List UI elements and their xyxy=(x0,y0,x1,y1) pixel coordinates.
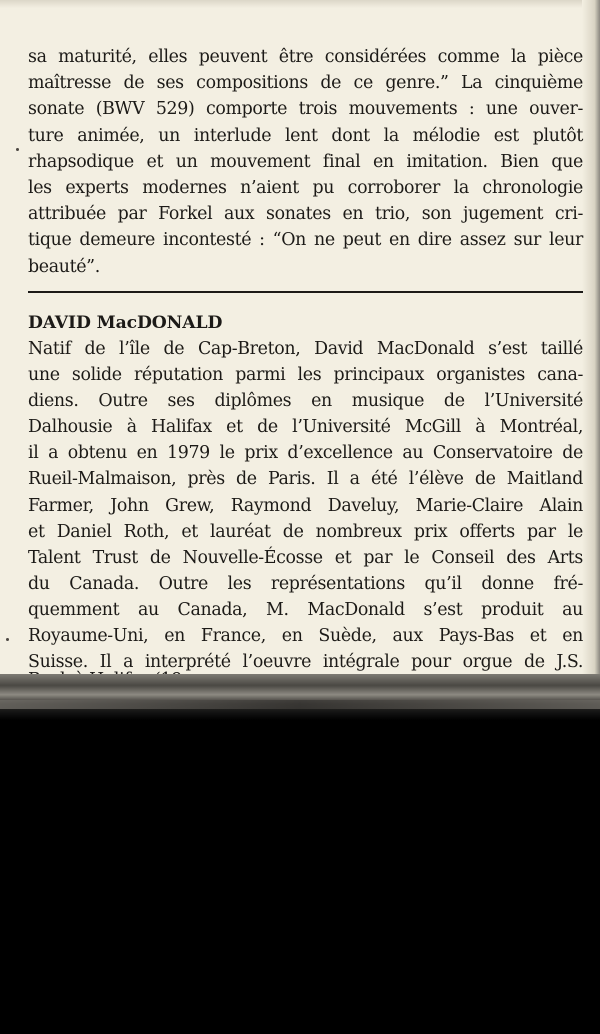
paragraph-line: rhapsodique et un mouvement final en imitation. Bien que xyxy=(28,151,583,172)
paragraph-line: Rueil-Malmaison, près de Paris. Il a été l’élève de Maitland xyxy=(28,469,583,490)
paragraph-line: diens. Outre ses diplômes en musique de l’Université xyxy=(28,391,583,412)
paragraph-line: ture animée, un interlude lent dont la mélodie est plutôt xyxy=(28,125,583,146)
paragraph-line: Talent Trust de Nouvelle-Écosse et par le Conseil des Arts xyxy=(28,547,583,568)
section-divider xyxy=(28,291,583,293)
bio-heading: DAVID MacDONALD xyxy=(28,313,223,333)
paragraph-line: quemment au Canada, M. MacDonald s’est produit au xyxy=(28,599,583,620)
paragraph-line: maîtresse de ses compositions de ce genre.” La cinquième xyxy=(28,73,583,94)
paragraph-line: il a obtenu en 1979 le prix d’excellence au Conservatoire de xyxy=(28,443,583,464)
paragraph-line: attribuée par Forkel aux sonates en trio, son jugement cri- xyxy=(28,204,583,225)
paragraph-line: Farmer, John Grew, Raymond Daveluy, Marie-Claire Alain xyxy=(28,495,583,516)
paragraph-line: et Daniel Roth, et lauréat de nombreux prix offerts par le xyxy=(28,521,583,542)
paper-speck xyxy=(16,148,19,151)
paragraph-line: sa maturité, elles peuvent être considérées comme la pièce xyxy=(28,47,583,67)
paragraph-line: sonate (BWV 529) comporte trois mouvements : une ouver- xyxy=(28,99,583,120)
paragraph-line: les experts modernes n’aient pu corroborer la chronologie xyxy=(28,177,583,198)
paper-top-edge xyxy=(0,0,600,8)
paragraph-line: Natif de l’île de Cap-Breton, David MacDonald s’est taillé xyxy=(28,339,583,359)
paragraph-line: tique demeure incontesté : “On ne peut en dire assez sur leur xyxy=(28,230,583,251)
paper-speck xyxy=(6,638,9,641)
paragraph-line: Royaume-Uni, en France, en Suède, aux Pays-Bas et en xyxy=(28,626,583,647)
paper-right-edge xyxy=(582,0,600,690)
paragraph-line: Suisse. Il a interprété l’oeuvre intégrale pour orgue de J.S. xyxy=(28,652,583,673)
paragraph-line: une solide réputation parmi les principaux organistes cana- xyxy=(28,365,583,386)
scan-shadow-stripe xyxy=(0,700,600,709)
bio-paragraph xyxy=(28,336,583,675)
paragraph-line: beauté”. xyxy=(28,256,100,277)
paragraph-line: Dalhousie à Halifax et de l’Université McGill à Montréal, xyxy=(28,417,583,438)
intro-paragraph xyxy=(28,44,583,280)
paragraph-line: du Canada. Outre les représentations qu’il donne fré- xyxy=(28,573,583,594)
scan-shadow-edge xyxy=(0,674,600,720)
